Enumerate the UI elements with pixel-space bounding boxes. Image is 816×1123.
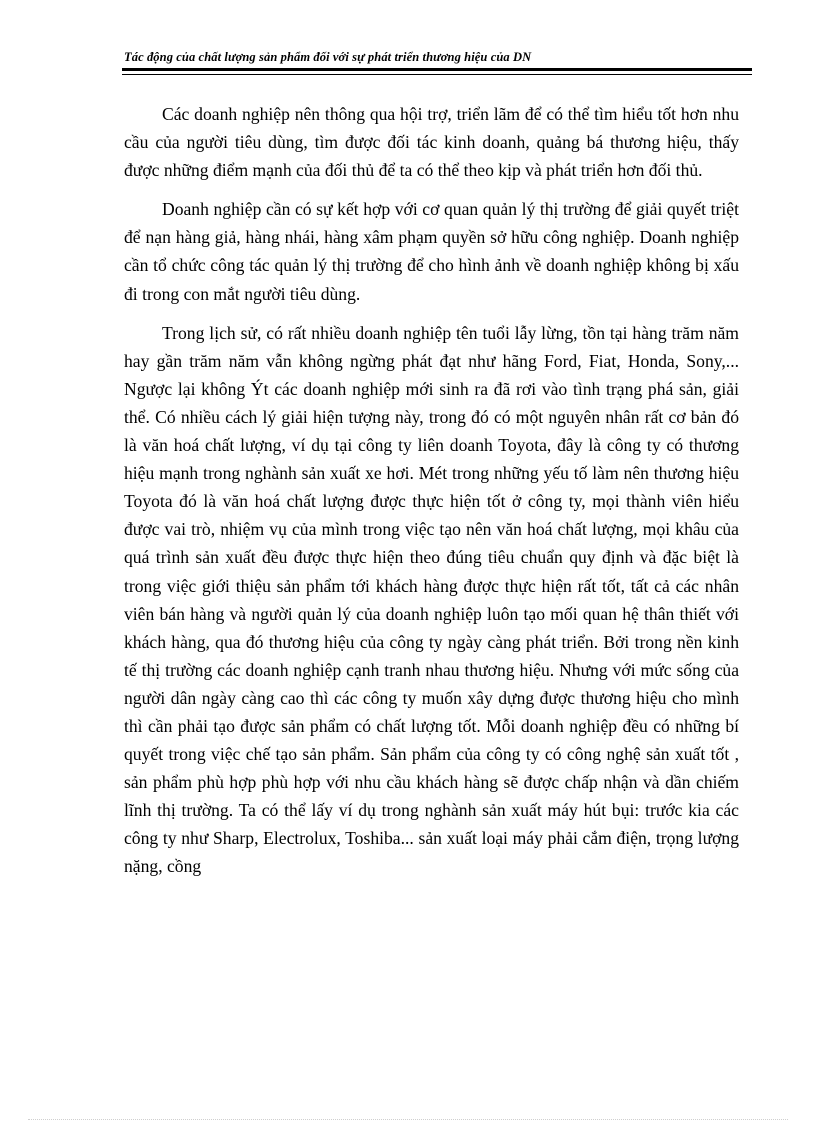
page-header-title: Tác động của chất lượng sản phẩm đối với sự phát triển thương hiệu của DN	[124, 50, 532, 64]
paragraph-trade-fairs: Các doanh nghiệp nên thông qua hội trợ, triển lãm để có thể tìm hiểu tốt hơn nhu cầu của người tiêu dùng, tìm được đối tác kinh doanh, quảng bá thương hiệu, thấy được những điểm mạnh của đối thủ để ta có thể theo kịp và phát triển hơn đối thủ.	[124, 104, 739, 181]
paragraph-quality-culture: Trong lịch sử, có rất nhiều doanh nghiệp tên tuổi lẫy lừng, tồn tại hàng trăm năm hay gần trăm năm vẫn không ngừng phát đạt như hãng Ford, Fiat, Honda, Sony,... Ngược lại không Ýt các doanh nghiệp mới sinh ra đã rơi vào tình trạng phá sản, giải thể. Có nhiều cách lý giải hiện tượng này, trong đó có một nguyên nhân rất cơ bản đó là văn hoá chất lượng, ví dụ tại công ty liên doanh Toyota, đây là công ty có thương hiệu mạnh trong nghành sản xuất xe hơi. Mét trong những yếu tố làm nên thương hiệu Toyota đó là văn hoá chất lượng được thực hiện tốt ở công ty, mọi thành viên hiểu được vai trò, nhiệm vụ của mình trong việc tạo nên văn hoá chất lượng, mọi khâu của quá trình sản xuất đều được thực hiện theo đúng tiêu chuẩn quy định và đặc biệt là trong việc giới thiệu sản phẩm tới khách hàng được thực hiện rất tốt, tất cả các nhân viên bán hàng và người quản lý của doanh nghiệp luôn tạo mối quan hệ thân thiết với khách hàng, qua đó thương hiệu của công ty ngày càng phát triển. Bởi trong nền kinh tế thị trường các doanh nghiệp cạnh tranh nhau thương hiệu. Nhưng với mức sống của người dân ngày càng cao thì các công ty muốn xây dựng được thương hiệu cho mình thì cần phải tạo được sản phẩm có chất lượng tốt. Mỗi doanh nghiệp đều có những bí quyết trong việc chế tạo sản phẩm. Sản phẩm của công ty có công nghệ sản xuất tốt , sản phẩm phù hợp phù hợp với nhu cầu khách hàng sẽ được chấp nhận và dần chiếm lĩnh thị trường. Ta có thể lấy ví dụ trong nghành sản xuất máy hút bụi: trước kia các công ty như Sharp, Electrolux, Toshiba... sản xuất loại máy phải cắm điện, trọng lượng nặng, cồng	[124, 322, 739, 877]
header-double-rule	[122, 68, 752, 75]
document-body	[124, 100, 739, 892]
page-bottom-divider	[28, 1119, 788, 1120]
paragraph-market-management: Doanh nghiệp cần có sự kết hợp với cơ quan quản lý thị trường để giải quyết triệt để nạn hàng giả, hàng nhái, hàng xâm phạm quyền sở hữu công nghiệp. Doanh nghiệp cần tổ chức công tác quản lý thị trường để cho hình ảnh về doanh nghiệp không bị xấu đi trong con mắt người tiêu dùng.	[124, 199, 739, 304]
